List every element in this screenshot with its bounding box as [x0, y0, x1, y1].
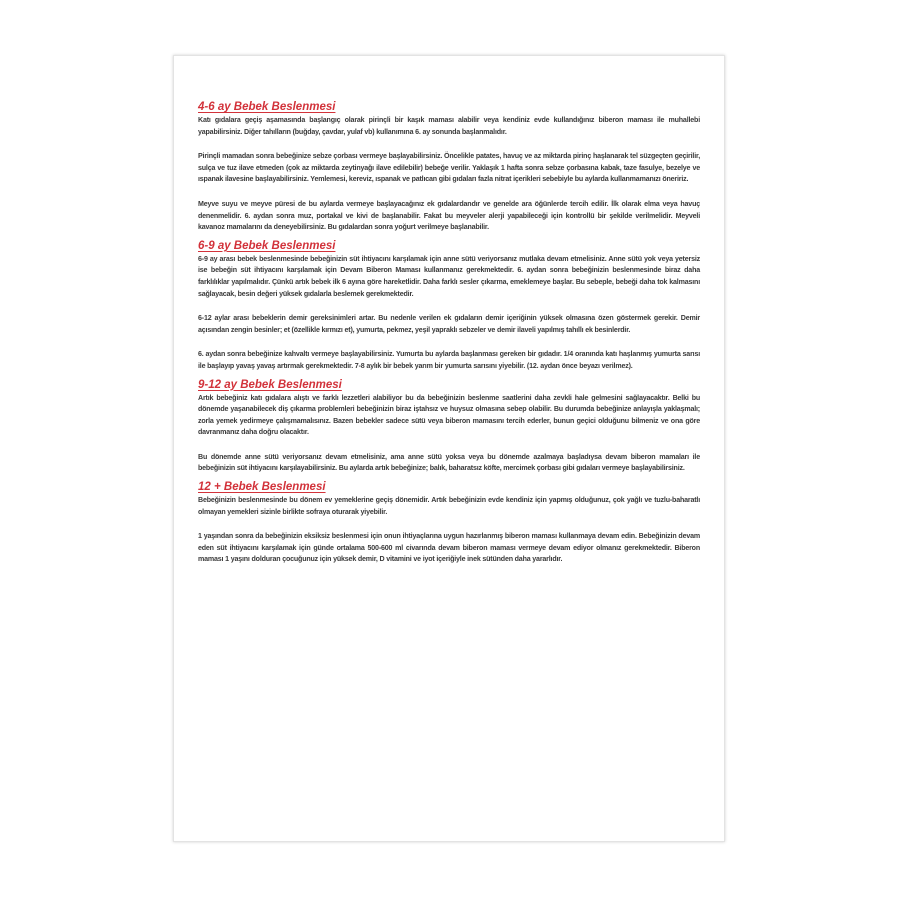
paragraph: Pirinçli mamadan sonra bebeğinize sebze çorbası vermeye başlayabilirsiniz. Öncelikle patates, havuç ve az miktarda pirinç haşlanarak tel süzgeçten geçirilir, sulça ve tuz ilave etmeden (çok az miktarda zeytinyağı ilave edilebilir) bebeğe verilir. Yaklaşık 1 hafta sonra sebze çorbasına kabak, taze fasulye, bezelye ve ıspanak ilavesine başlayabilirsiniz. Yemlemesi, kereviz, ıspanak ve patlıcan gibi gıdaları fazla nitrat içerikleri sebebiyle bu aylarda kullanmamanızı öneririz. [198, 152, 700, 184]
section-4-6-months [198, 100, 700, 234]
paragraph: Artık bebeğiniz katı gıdalara alıştı ve farklı lezzetleri alabiliyor bu da bebeğinizin beslenme saatlerini daha zevkli hale gelmesini sağlayacaktır. Belki bu dönemde yaşanabilecek diş çıkarma problemleri bebeğinizin biraz iştahsız ve huysuz olmasına sebep olabilir. Bu durumda bebeğinize anlayışla yaklaşmalı; zorla yemek yedirmeye çalışmamalısınız. Bazen bebekler sadece sütü veya biberon mamasını tercih ederler, bunun geçici olduğunu bilmeniz ve ona göre davranmanız daha doğru olacaktır. [198, 393, 700, 437]
section-title: 9-12 ay Bebek Beslenmesi [198, 378, 342, 391]
section-9-12-months [198, 378, 700, 476]
paragraph: Katı gıdalara geçiş aşamasında başlangıç olarak pirinçli bir kaşık maması alabilir veya kendiniz evde kullandığınız biberon maması ile muhallebi yapabilirsiniz. Diğer tahılların (buğday, çavdar, yulaf vb) kullanımına 6. ay sonunda başlanmalıdır. [198, 116, 700, 136]
paragraph: 1 yaşından sonra da bebeğinizin eksiksiz beslenmesi için onun ihtiyaçlarına uygun hazırlanmış biberon maması kullanmaya devam edin. Bebeğinizin devam eden süt ihtiyacını karşılamak için günde ortalama 500-600 ml civarında devam biberon maması vermeye devam ediyor olmanız gerekmektedir. Biberon maması 1 yaşını dolduran çocuğunuz için yüksek demir, D vitamini ve iyot içeriğiyle inek sütünden daha yararlıdır. [198, 532, 700, 564]
paragraph: 6-9 ay arası bebek beslenmesinde bebeğinizin süt ihtiyacını karşılamak için anne sütü veriyorsanız mutlaka devam etmelisiniz. Anne sütü yok veya yetersiz ise bebeğin süt ihtiyacını karşılamak için Devam Biberon Maması kullanmanız gerekmektedir. 6. aydan sonra bebeğinizin beslenmesinde biraz daha farklılıklar yapılmalıdır. Çünkü artık bebek ilk 6 ayına göre hareketlidir. Daha farklı sesler çıkarma, emeklemeye başlar. Bu sebeple, bebeği daha tok kalmasını sağlayacak, besin değeri yüksek gıdalarla beslemek gerekmektedir. [198, 254, 700, 298]
section-6-9-months [198, 239, 700, 373]
section-title: 4-6 ay Bebek Beslenmesi [198, 101, 336, 113]
paragraph: 6-12 aylar arası bebeklerin demir gereksinimleri artar. Bu nedenle verilen ek gıdaların demir içeriğinin yüksek olmasına özen göstermek gerekir. Demir açısından zengin besinler; et (özellikle kırmızı et), yumurta, pekmez, yeşil yapraklı sebzeler ve demir ilaveli yapılmış tahıllı ek besinlerdir. [198, 314, 700, 334]
document-page [173, 55, 725, 842]
section-12-plus-months [198, 480, 700, 566]
section-title: 12 + Bebek Beslenmesi [198, 481, 326, 494]
paragraph: Meyve suyu ve meyve püresi de bu aylarda vermeye başlayacağınız ek gıdalardandır ve genelde ara öğünlerde tercih edilir. İlk olarak elma veya havuç denenmelidir. 6. aydan sonra muz, portakal ve kivi de başlanabilir. Fakat bu meyveler alerji yapabileceği için kontrollü bir şekilde verilmelidir. Meyveli kavanoz mamalarını da deneyebilirsiniz. Bu gıdalardan sonra yoğurt verilmeye başlanabilir. [198, 199, 700, 232]
section-title: 6-9 ay Bebek Beslenmesi [198, 239, 336, 252]
paragraph: Bebeğinizin beslenmesinde bu dönem ev yemeklerine geçiş dönemidir. Artık bebeğinizin evde kendiniz için yapmış olduğunuz, çok yağlı ve tuzlu-baharatlı olmayan yemekleri sizinle birlikte sofraya oturarak yiyebilir. [198, 496, 700, 516]
paragraph: Bu dönemde anne sütü veriyorsanız devam etmelisiniz, ama anne sütü yoksa veya bu dönemde azalmaya başladıysa devam biberon mamaları ile bebeğinizin süt ihtiyacını karşılayabilirsiniz. Bu aylarda artık bebeğinize; balık, baharatsız köfte, mercimek çorbası gibi gıdaları vermeye başlayabilirsiniz. [198, 452, 700, 473]
paragraph: 6. aydan sonra bebeğinize kahvaltı vermeye başlayabilirsiniz. Yumurta bu aylarda başlanması gereken bir gıdadır. 1/4 oranında katı haşlanmış yumurta sarısı ile başlayıp yavaş yavaş artırmak gerekmektedir. 7-8 aylık bir bebek yarım bir yumurta sarısını yiyebilir. (12. aydan önce beyazı verilmez). [198, 350, 700, 370]
